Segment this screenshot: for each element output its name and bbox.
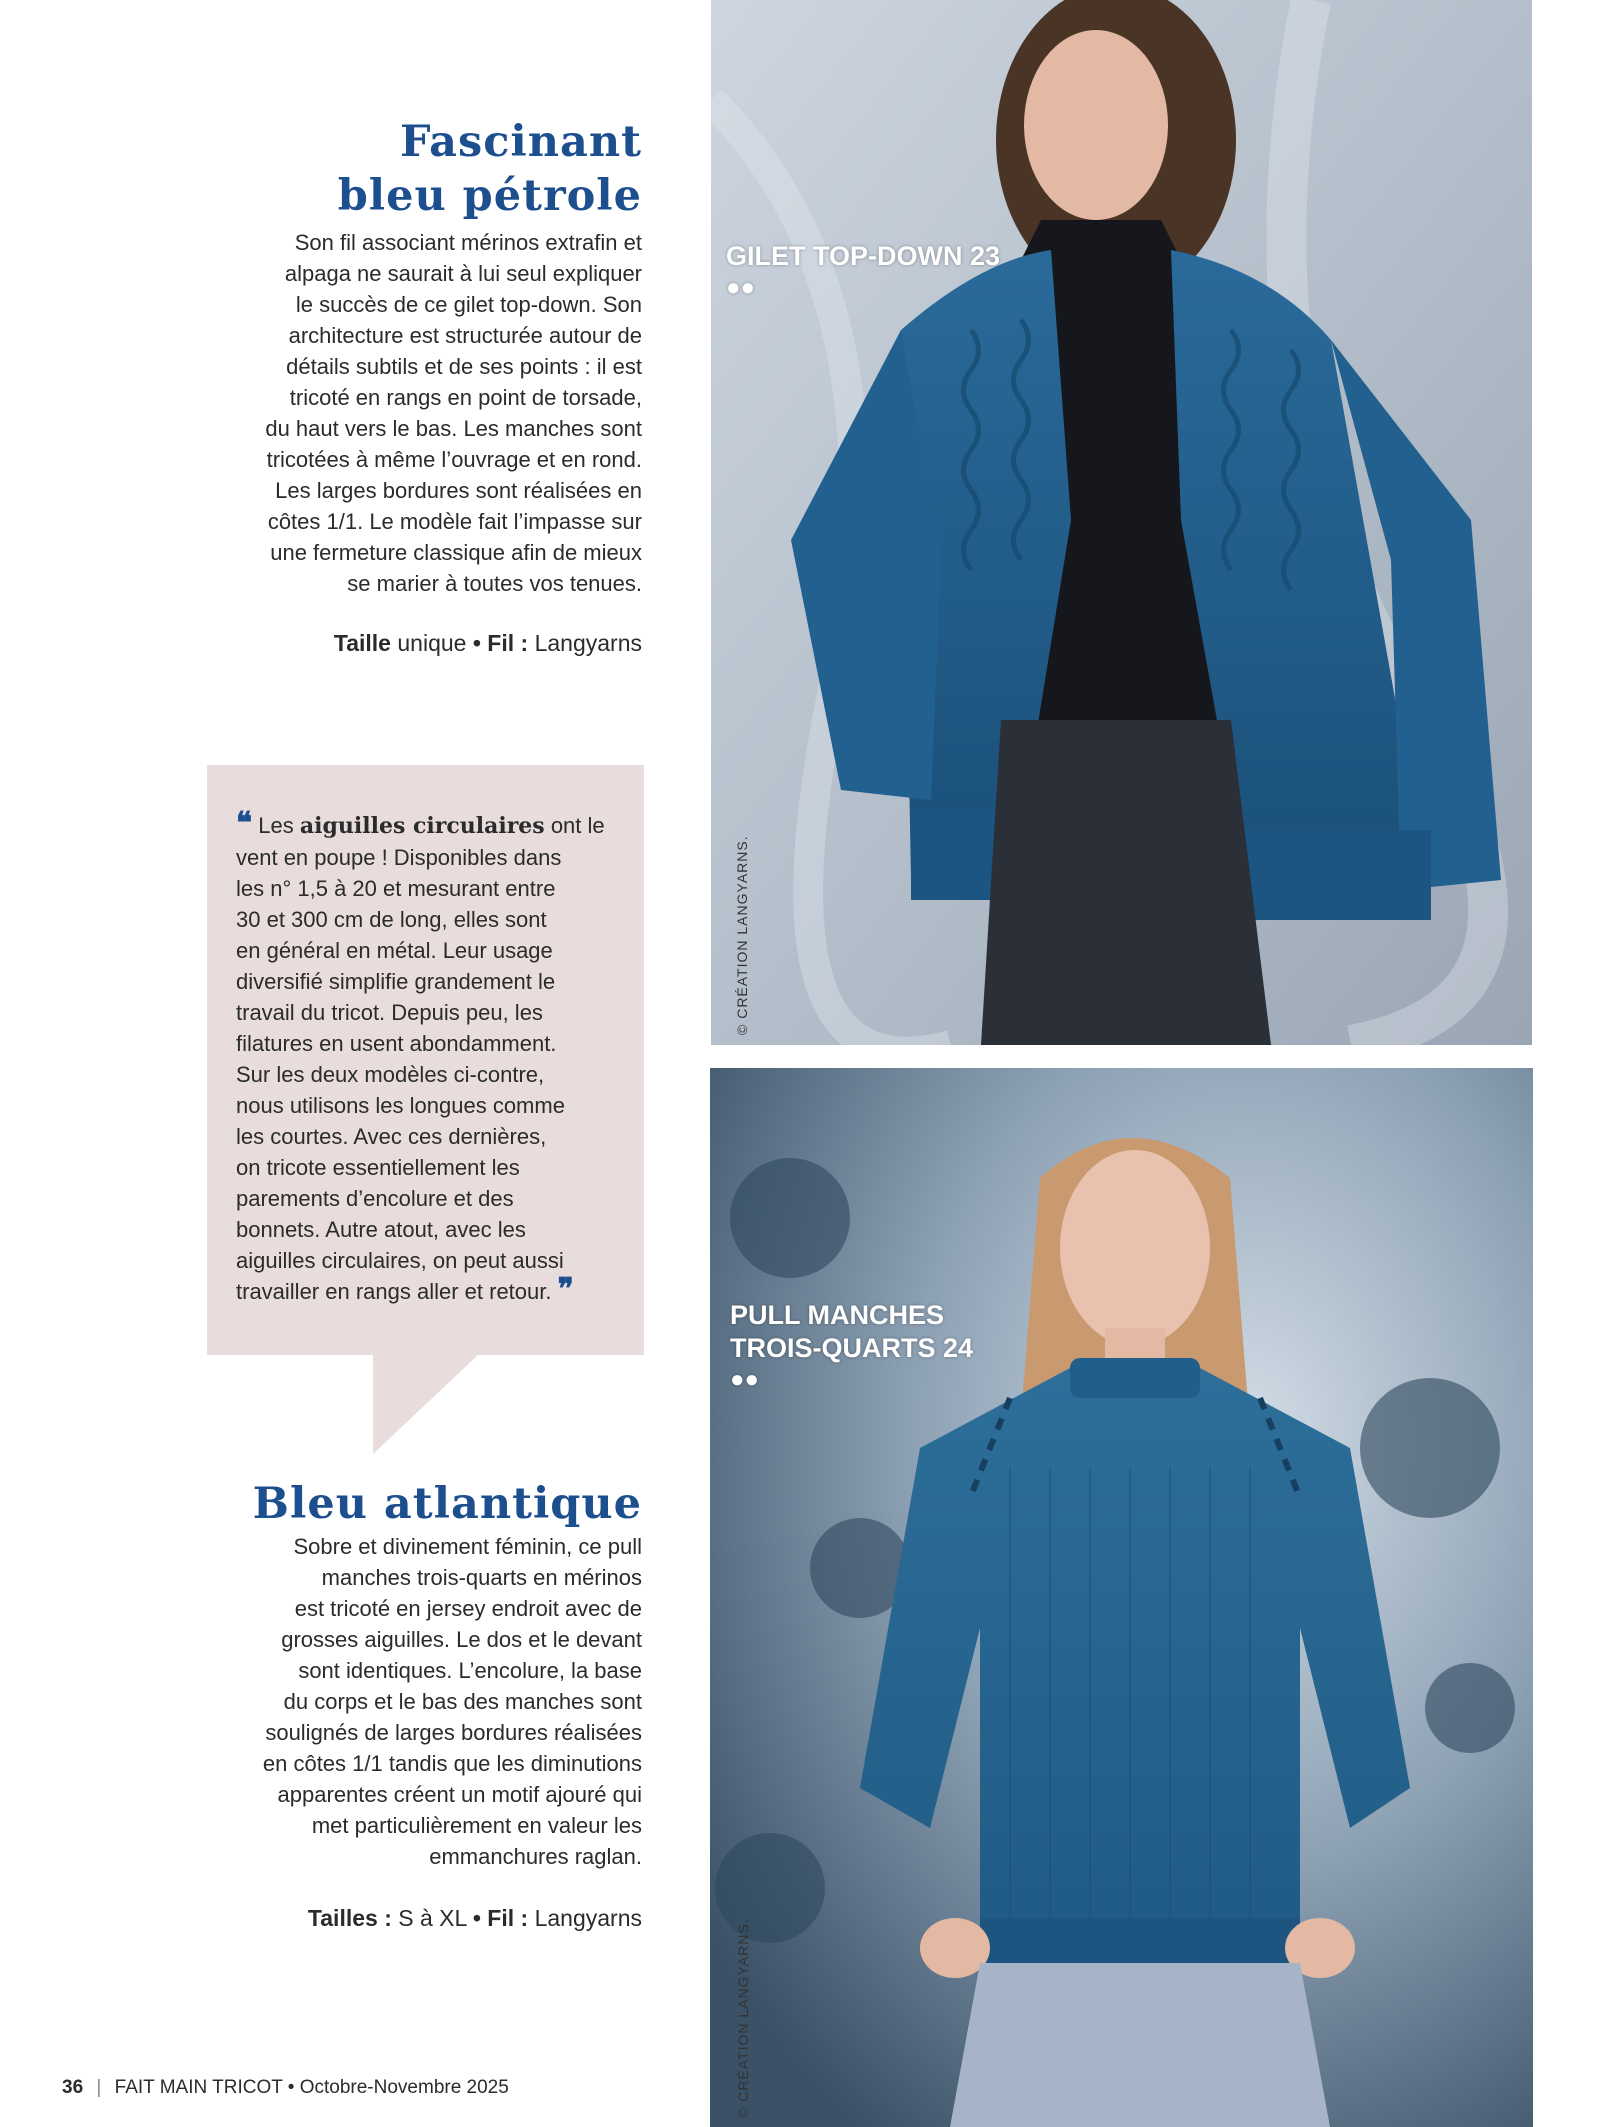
photo1-credit: © CRÉATION LANGYARNS. [734, 835, 750, 1035]
article2-body-line: grosses aiguilles. Le dos et le devant [281, 1627, 642, 1652]
spec-yarn-value: Langyarns [534, 630, 642, 656]
quote-body-line: les n° 1,5 à 20 et mesurant entre [236, 876, 556, 901]
quote-body-line: en général en métal. Leur usage [236, 938, 553, 963]
spec2-size-label: Tailles : [307, 1905, 392, 1931]
quote-text [236, 806, 636, 1307]
quote-body-line: Sur les deux modèles ci-contre, [236, 1062, 545, 1087]
photo-cardigan [711, 0, 1532, 1045]
spec-yarn-label: Fil : [487, 630, 529, 656]
article1-body-line: détails subtils et de ses points : il est [286, 354, 642, 379]
article2-body-line: sont identiques. L’encolure, la base [298, 1658, 642, 1683]
article1-body-line: alpaga ne saurait à lui seul expliquer [284, 261, 642, 286]
photo1-label [726, 240, 1000, 303]
quote-last-text: travailler en rangs aller et retour. [236, 1279, 552, 1304]
quote-body-line: diversifié simplifie grandement le [236, 969, 556, 994]
issue-date: Octobre-Novembre 2025 [299, 2077, 509, 2098]
footer-bullet: • [287, 2077, 295, 2098]
photo2-label-line1: PULL MANCHES [730, 1300, 945, 1330]
quote-first-rest: ont le [550, 813, 605, 838]
article2-body-line: manches trois-quarts en mérinos [321, 1565, 642, 1590]
article2-body-line: en côtes 1/1 tandis que les diminutions [262, 1751, 642, 1776]
spec2-yarn-value: Langyarns [534, 1905, 642, 1931]
photo2-credit: © CRÉATION LANGYARNS. [735, 1918, 751, 2118]
quote-body-line: filatures en usent abondamment. [236, 1031, 557, 1056]
photo1-difficulty-dots: ●● [726, 274, 755, 301]
article1-body-line: du haut vers le bas. Les manches sont [265, 416, 642, 441]
quote-body-line: aiguilles circulaires, on peut aussi [236, 1248, 564, 1273]
article2-body-line: est tricoté en jersey endroit avec de [294, 1596, 642, 1621]
quote-first-line [236, 806, 636, 842]
article1-title [338, 115, 642, 223]
article2-body-line: du corps et le bas des manches sont [283, 1689, 642, 1714]
footer-separator: | [96, 2077, 102, 2098]
spec-size-value: unique [397, 630, 467, 656]
close-quote-icon: ❞ [557, 1272, 574, 1307]
article1-body-line: Les larges bordures sont réalisées en [275, 478, 642, 503]
article2-title [253, 1477, 642, 1531]
quote-last-line [236, 1272, 636, 1307]
article2-body-line: emmanchures raglan. [429, 1844, 642, 1869]
spec2-size-value: S à XL [398, 1905, 467, 1931]
quote-body-line: parements d’encolure et des [236, 1186, 514, 1211]
quote-body-line: nous utilisons les longues comme [236, 1093, 565, 1118]
article1-body-line: une fermeture classique afin de mieux [270, 540, 642, 565]
quote-body-line: bonnets. Autre atout, avec les [236, 1217, 526, 1242]
page-footer [62, 2077, 509, 2099]
article1-body-line: Son fil associant mérinos extrafin et [294, 230, 642, 255]
quote-body-line: les courtes. Avec ces dernières, [236, 1124, 547, 1149]
article1-body-line: se marier à toutes vos tenues. [347, 571, 642, 596]
cardigan-illustration [711, 0, 1532, 1045]
quote-lines [236, 842, 636, 1276]
quote-bold: aiguilles circulaires [299, 813, 545, 839]
article2-body-line: Sobre et divinement féminin, ce pull [293, 1534, 642, 1559]
photo2-label-line2: TROIS-QUARTS 24 [730, 1333, 974, 1363]
photo-sweater [710, 1068, 1533, 2127]
quote-body-line: vent en poupe ! Disponibles dans [236, 845, 562, 870]
page-number: 36 [62, 2077, 84, 2098]
spec-size-label: Taille [333, 630, 391, 656]
photo2-label [730, 1299, 973, 1395]
sweater-illustration [710, 1068, 1533, 2127]
article1-body [265, 227, 642, 599]
article1-specs: Taille unique • Fil : Langyarns [333, 630, 642, 656]
photo2-difficulty-dots: ●● [730, 1366, 759, 1393]
article1-body-line: architecture est structurée autour de [288, 323, 642, 348]
article1-title-line1: Fascinant [399, 117, 642, 167]
open-quote-icon: ❝ [236, 806, 253, 841]
quote-body-line: travail du tricot. Depuis peu, les [236, 1000, 543, 1025]
quote-intro: Les [258, 813, 294, 838]
quote-tail [373, 1354, 479, 1454]
photo1-label-text: GILET TOP-DOWN 23 [726, 241, 1001, 271]
quote-body-line: 30 et 300 cm de long, elles sont [236, 907, 547, 932]
spec2-yarn-label: Fil : [487, 1905, 529, 1931]
article1-body-line: tricoté en rangs en point de torsade, [289, 385, 642, 410]
article1-body-line: le succès de ce gilet top-down. Son [295, 292, 642, 317]
article2-body-line: soulignés de larges bordures réalisées [265, 1720, 642, 1745]
article2-body-line: met particulièrement en valeur les [311, 1813, 642, 1838]
article1-body-line: côtes 1/1. Le modèle fait l’impasse sur [267, 509, 642, 534]
article1-body-line: tricotées à même l’ouvrage et en rond. [266, 447, 642, 472]
article2-body-line: apparentes créent un motif ajouré qui [277, 1782, 642, 1807]
article2-specs: Tailles : S à XL • Fil : Langyarns [307, 1905, 642, 1931]
quote-body-line: on tricote essentiellement les [236, 1155, 520, 1180]
magazine-name: FAIT MAIN TRICOT [114, 2077, 283, 2098]
article2-body [263, 1531, 642, 1872]
article2-title-text: Bleu atlantique [252, 1479, 642, 1529]
article1-title-line2: bleu pétrole [337, 171, 642, 221]
